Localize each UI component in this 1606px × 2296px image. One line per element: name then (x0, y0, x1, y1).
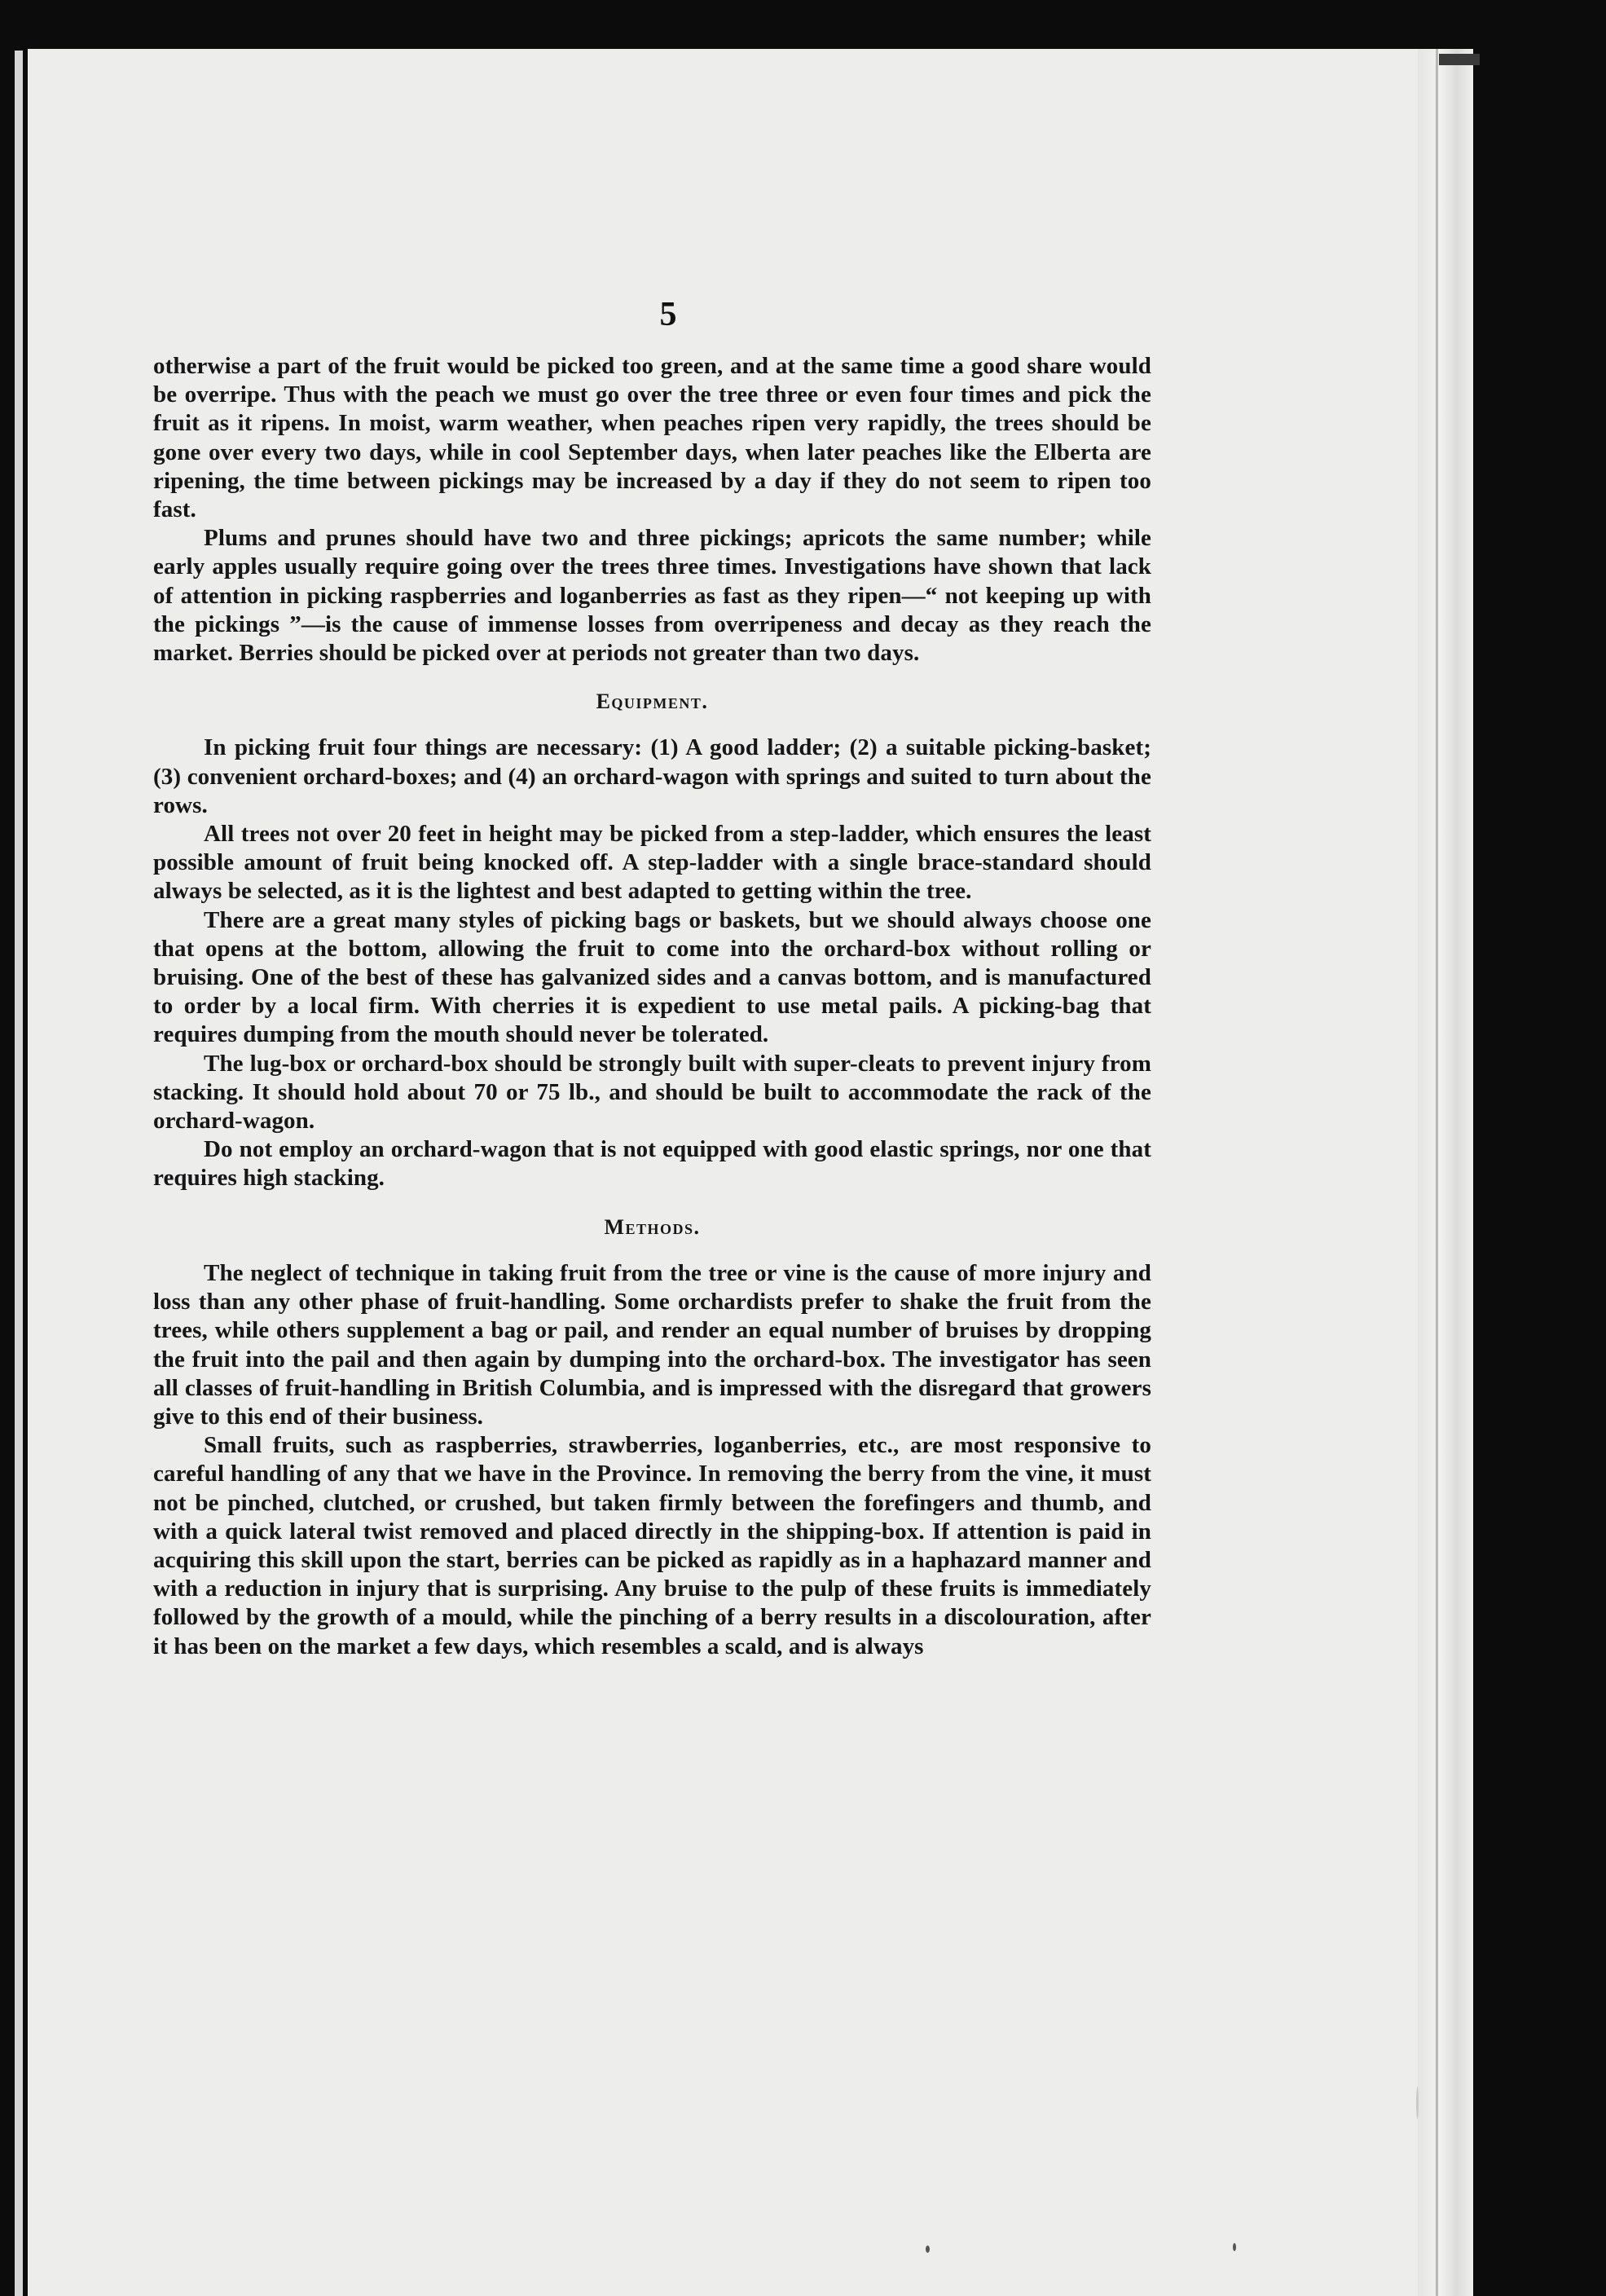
paragraph-step-ladder: All trees not over 20 feet in height may be picked from a step-ladder, which ensures the least possible amount of fruit being knocked off. A step-ladder with a single brace-standard should always be selected, as it is the lightest and best adapted to getting within the tree. (153, 821, 1151, 905)
page-body (153, 352, 1151, 1661)
page-number: 5 (659, 296, 677, 333)
paragraph-small-fruits: Small fruits, such as raspberries, strawberries, loganberries, etc., are most responsive to careful handling of any that we have in the Province. In removing the berry from the vine, it must not be pinched, clutched, or crushed, but taken firmly between the forefingers and thumb, and with a quick lateral twist removed and placed directly in the shipping-box. If attention is paid in acquiring this skill upon the start, berries can be picked as rapidly as in a haphazard manner and with a reduction in injury that is surprising. Any bruise to the pulp of these fruits is immediately followed by the growth of a mould, while the pinching of a berry results in a discolouration, after it has been on the market a few days, which resembles a scald, and is always (153, 1432, 1151, 1659)
previous-page-edge (15, 51, 23, 2296)
scan-speck (926, 2245, 930, 2253)
scan-speck (1233, 2243, 1236, 2251)
scan-speck (1416, 2087, 1419, 2119)
paragraph-orchard-wagon: Do not employ an orchard-wagon that is not equipped with good elastic springs, nor one that requires high stacking. (153, 1136, 1151, 1192)
paragraph-technique: The neglect of technique in taking fruit from the tree or vine is the cause of more injury and loss than any other phase of fruit-handling. Some orchardists prefer to shake the fruit from the trees, while others supplement a bag or pail, and render an equal number of bruises by dropping the fruit into the pail and then again by dumping into the orchard-box. The investigator has seen all classes of fruit-handling in British Columbia, and is impressed with the disregard that growers give to this end of their business. (153, 1259, 1151, 1430)
paragraph-plums-berries: Plums and prunes should have two and three pickings; apricots the same number; while early apples usually require going over the trees three times. Investigations have shown that lack of attention in picking raspberries and loganberries as fast as they ripen—“ not keeping up with the pickings ”—is the cause of immense losses from overripeness and decay as they reach the market. Berries should be picked over at periods not greater than two days. (153, 525, 1151, 667)
page-stack-edge (1418, 49, 1473, 2296)
paragraph-picking-bags: There are a great many styles of picking bags or baskets, but we should always choose one that opens at the bottom, allowing the fruit to come into the orchard-box without rolling or bruising. One of the best of these has galvanized sides and a canvas bottom, and is manufactured to order by a local firm. With cherries it is expedient to use metal pails. A picking-bag that requires dumping from the mouth should never be tolerated. (153, 906, 1151, 1048)
paragraph-lug-box: The lug-box or orchard-box should be strongly built with super-cleats to prevent injury from stacking. It should hold about 70 or 75 lb., and should be built to accommodate the rack of the orchard-wagon. (153, 1050, 1151, 1135)
page-edge-mark (1439, 54, 1480, 65)
heading-equipment: Equipment. (596, 690, 709, 714)
heading-methods: Methods. (604, 1214, 701, 1239)
paragraph-equipment-list: In picking fruit four things are necessary: (1) A good ladder; (2) a suitable picking-basket; (3) convenient orchard-boxes; and (4) an orchard-wagon with springs and suited to turn about the rows. (153, 734, 1151, 818)
paragraph-peach-pickings: otherwise a part of the fruit would be picked too green, and at the same time a good share would be overripe. Thus with the peach we must go over the tree three or even four times and pick the fruit as it ripens. In moist, warm weather, when peaches ripen very rapidly, the trees should be gone over every two days, while in cool September days, when later peaches like the Elberta are ripening, the time between pickings may be increased by a day if they do not seem to ripen too fast. (153, 353, 1151, 523)
